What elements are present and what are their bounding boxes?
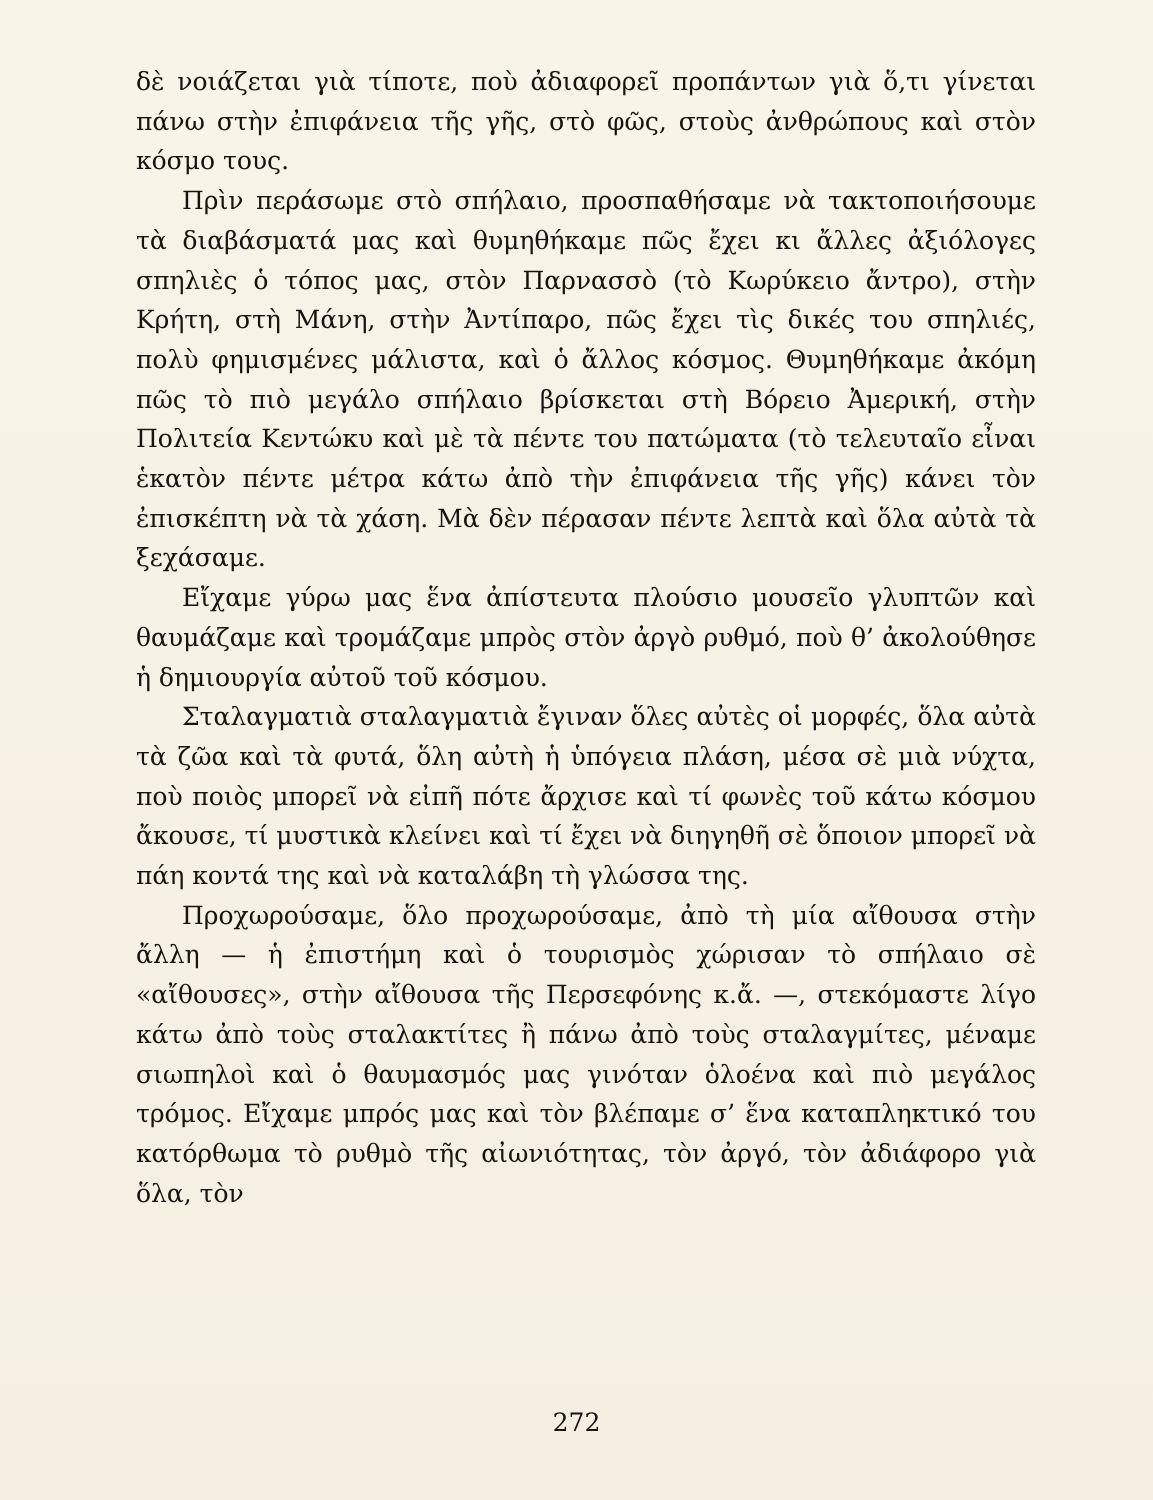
body-text (136, 62, 1036, 1213)
paragraph-2: Πρὶν περάσωμε στὸ σπήλαιο, προσπαθήσαμε νὰ τακτοποιήσουμε τὰ διαβάσματά μας καὶ θυμηθήκαμε πῶς ἔχει κι ἄλλες ἀξιόλογες σπηλιὲς ὁ τόπος μας, στὸν Παρνασσὸ (τὸ Κωρύκειο ἄντρο), στὴν Κρήτη, στὴ Μάνη, στὴν Ἀντίπαρο, πῶς ἔχει τὶς δικές του σπηλιές, πολὺ φημισμένες μάλιστα, καὶ ὁ ἄλλος κόσμος. Θυμηθήκαμε ἀκόμη πῶς τὸ πιὸ μεγάλο σπήλαιο βρίσκεται στὴ Βόρειο Ἀμερική, στὴν Πολιτεία Κεντώκυ καὶ μὲ τὰ πέντε του πατώματα (τὸ τελευταῖο εἶναι ἑκατὸν πέντε μέτρα κάτω ἀπὸ τὴν ἐπιφάνεια τῆς γῆς) κάνει τὸν ἐπισκέπτη νὰ τὰ χάση. Μὰ δὲν πέρασαν πέντε λεπτὰ καὶ ὅλα αὐτὰ τὰ ξεχάσαμε. (136, 186, 1036, 573)
paragraph-3: Εἴχαμε γύρω μας ἕνα ἀπίστευτα πλούσιο μουσεῖο γλυπτῶν καὶ θαυμάζαμε καὶ τρομάζαμε μπρὸς στὸν ἀργὸ ρυθμό, ποὺ θ’ ἀκολούθησε ἡ δημιουργία αὐτοῦ τοῦ κόσμου. (136, 583, 1036, 692)
paragraph-5: Προχωρούσαμε, ὅλο προχωρούσαμε, ἀπὸ τὴ μία αἴθουσα στὴν ἄλλη — ἡ ἐπιστήμη καὶ ὁ τουρισμὸς χώρισαν τὸ σπήλαιο σὲ «αἴθουσες», στὴν αἴθουσα τῆς Περσεφόνης κ.ἄ. —, στεκόμαστε λίγο κάτω ἀπὸ τοὺς σταλακτίτες ἢ πάνω ἀπὸ τοὺς σταλαγμίτες, μέναμε σιωπηλοὶ καὶ ὁ θαυμασμός μας γινόταν ὁλοένα καὶ πιὸ μεγάλος τρόμος. Εἴχαμε μπρός μας καὶ τὸν βλέπαμε σ’ ἕνα καταπληκτικό του κατόρθωμα τὸ ρυθμὸ τῆς αἰωνιότητας, τὸν ἀργό, τὸν ἀδιάφορο γιὰ ὅλα, τὸν (136, 900, 1036, 1208)
paragraph-4: Σταλαγματιὰ σταλαγματιὰ ἔγιναν ὅλες αὐτὲς οἱ μορφές, ὅλα αὐτὰ τὰ ζῶα καὶ τὰ φυτά, ὅλη αὐτὴ ἡ ὑπόγεια πλάση, μέσα σὲ μιὰ νύχτα, ποὺ ποιὸς μπορεῖ νὰ εἰπῆ πότε ἄρχισε καὶ τί φωνὲς τοῦ κάτω κόσμου ἄκουσε, τί μυστικὰ κλείνει καὶ τί ἔχει νὰ διηγηθῆ σὲ ὅποιον μπορεῖ νὰ πάη κοντά της καὶ νὰ καταλάβη τὴ γλώσσα της. (136, 702, 1036, 891)
page-number: 272 (552, 1408, 601, 1437)
paragraph-1: δὲ νοιάζεται γιὰ τίποτε, ποὺ ἀδιαφορεῖ προπάντων γιὰ ὅ,τι γίνεται πάνω στὴν ἐπιφάνεια τῆς γῆς, στὸ φῶς, στοὺς ἀνθρώπους καὶ στὸν κόσμο τους. (136, 67, 1036, 176)
